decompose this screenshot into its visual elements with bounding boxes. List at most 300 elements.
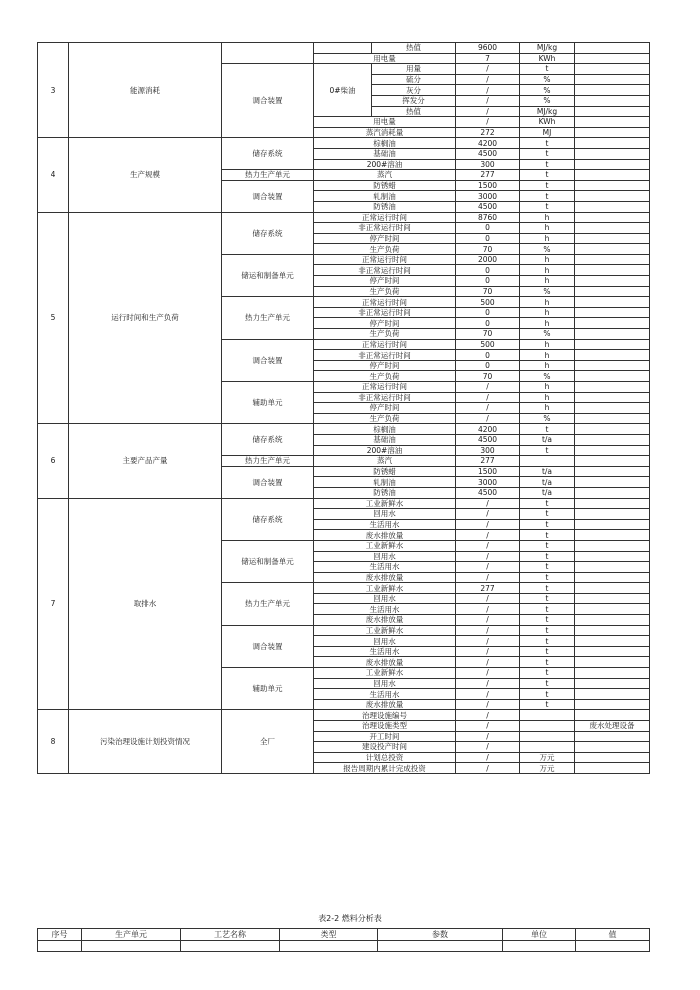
item-cell: 回用水 [314,593,456,604]
unit-of-measure-cell: h [520,212,575,223]
param-cell: 灰分 [372,85,456,96]
unit-cell: 储存系统 [222,138,314,170]
unit-cell: 储存系统 [222,212,314,254]
unit-cell: 调合装置 [222,466,314,498]
value-cell: 3000 [456,191,520,202]
unit-of-measure-cell: % [520,413,575,424]
unit-of-measure-cell: % [520,244,575,255]
note-cell [575,689,650,700]
item-cell: 蒸汽 [314,456,456,467]
value-cell: / [456,509,520,520]
value-cell: / [456,572,520,583]
value-cell: 500 [456,297,520,308]
value-cell: 1500 [456,180,520,191]
note-cell [575,604,650,615]
unit-of-measure-cell: t [520,64,575,75]
value-cell: / [456,699,520,710]
unit-of-measure-cell: t [520,572,575,583]
note-cell [575,95,650,106]
unit-of-measure-cell: t [520,180,575,191]
value-cell: / [456,85,520,96]
unit-cell: 储存系统 [222,424,314,456]
item-cell: 棕榈油 [314,138,456,149]
group-number: 8 [38,710,69,774]
unit-cell: 调合装置 [222,625,314,667]
value-cell: / [456,604,520,615]
value-cell: 70 [456,371,520,382]
note-cell [575,731,650,742]
unit-cell: 储运和制备单元 [222,254,314,296]
unit-cell: 辅助单元 [222,382,314,424]
unit-of-measure-cell: t [520,604,575,615]
item-cell: 非正常运行时间 [314,265,456,276]
note-cell [575,434,650,445]
item-cell: 200#溶油 [314,445,456,456]
note-cell [575,360,650,371]
unit-of-measure-cell: h [520,254,575,265]
value-cell: / [456,413,520,424]
value-cell: 8760 [456,212,520,223]
value-cell: 2000 [456,254,520,265]
note-cell [575,371,650,382]
note-cell [575,403,650,414]
unit-of-measure-cell: t [520,615,575,626]
item-cell: 正常运行时间 [314,382,456,393]
item-cell: 防锈蜡 [314,466,456,477]
note-cell [575,74,650,85]
table-row [38,710,650,721]
note-cell [575,615,650,626]
note-cell [575,138,650,149]
note-cell [575,519,650,530]
unit-of-measure-cell: t [520,636,575,647]
item-cell: 生活用水 [314,519,456,530]
note-cell [575,466,650,477]
note-cell [575,254,650,265]
item-cell: 废水排放量 [314,657,456,668]
item-cell: 轧制油 [314,477,456,488]
item-cell: 非正常运行时间 [314,350,456,361]
value-cell: 277 [456,583,520,594]
note-cell [575,350,650,361]
unit-of-measure-cell: t [520,191,575,202]
unit-of-measure-cell: t [520,509,575,520]
item-cell: 生产负荷 [314,286,456,297]
unit-cell: 热力生产单元 [222,297,314,339]
param-cell: 用量 [372,64,456,75]
note-cell [575,593,650,604]
item-cell: 防锈油 [314,487,456,498]
value-cell: 300 [456,445,520,456]
unit-of-measure-cell: t [520,678,575,689]
note-cell [575,636,650,647]
item-cell: 废水排放量 [314,699,456,710]
value-cell: / [456,625,520,636]
note-cell [575,148,650,159]
unit-of-measure-cell: % [520,85,575,96]
note-cell [575,477,650,488]
value-cell: 4500 [456,148,520,159]
unit-of-measure-cell [520,710,575,721]
note-cell [575,212,650,223]
unit-of-measure-cell: t [520,424,575,435]
table-row [38,138,650,149]
value-cell: / [456,551,520,562]
unit-cell: 调合装置 [222,180,314,212]
unit-of-measure-cell: h [520,382,575,393]
value-cell: 70 [456,286,520,297]
unit-of-measure-cell: t [520,593,575,604]
unit-of-measure-cell: t [520,583,575,594]
value-cell: 4500 [456,201,520,212]
item-cell: 防锈油 [314,201,456,212]
value-cell: 70 [456,329,520,340]
item-cell: 基础油 [314,148,456,159]
note-cell [575,339,650,350]
main-data-table [37,42,650,774]
column-header: 单位 [503,929,576,941]
item-cell [314,43,372,54]
item-cell: 废水排放量 [314,615,456,626]
item-cell: 用电量 [314,53,456,64]
group-number: 3 [38,43,69,138]
item-cell: 非正常运行时间 [314,307,456,318]
value-cell: 300 [456,159,520,170]
note-cell [575,392,650,403]
item-cell: 废水排放量 [314,572,456,583]
unit-of-measure-cell: t [520,498,575,509]
unit-of-measure-cell: t/a [520,466,575,477]
item-cell: 正常运行时间 [314,212,456,223]
column-header: 生产单元 [82,929,181,941]
note-cell [575,445,650,456]
unit-of-measure-cell: h [520,233,575,244]
value-cell: / [456,615,520,626]
item-cell: 0#柴油 [314,64,372,117]
note-cell [575,572,650,583]
unit-of-measure-cell: h [520,360,575,371]
unit-of-measure-cell: t/a [520,434,575,445]
item-cell: 生产负荷 [314,244,456,255]
note-cell [575,233,650,244]
value-cell: / [456,593,520,604]
unit-of-measure-cell: % [520,329,575,340]
note-cell [575,201,650,212]
item-cell: 生产负荷 [314,329,456,340]
note-cell [575,159,650,170]
item-cell: 用电量 [314,117,456,128]
item-cell: 基础油 [314,434,456,445]
unit-of-measure-cell: t [520,540,575,551]
value-cell: / [456,106,520,117]
item-cell: 治理设施编号 [314,710,456,721]
unit-of-measure-cell: h [520,297,575,308]
unit-of-measure-cell: t [520,689,575,700]
note-cell [575,106,650,117]
item-cell: 生产负荷 [314,413,456,424]
param-cell: 挥发分 [372,95,456,106]
unit-cell: 全厂 [222,710,314,774]
unit-of-measure-cell: t [520,625,575,636]
item-cell: 治理设施类型 [314,721,456,732]
item-cell: 开工时间 [314,731,456,742]
value-cell: / [456,95,520,106]
unit-of-measure-cell: KWh [520,117,575,128]
item-cell: 工业新鲜水 [314,583,456,594]
unit-of-measure-cell: h [520,392,575,403]
value-cell: / [456,636,520,647]
note-cell [575,170,650,181]
note-cell [575,657,650,668]
group-name: 运行时间和生产负荷 [69,212,222,424]
note-cell [575,413,650,424]
unit-cell [222,43,314,64]
unit-of-measure-cell: h [520,403,575,414]
value-cell: 7 [456,53,520,64]
table-row [38,43,650,54]
note-cell [575,583,650,594]
unit-of-measure-cell: % [520,286,575,297]
value-cell: 0 [456,233,520,244]
unit-of-measure-cell: t/a [520,477,575,488]
value-cell: 9600 [456,43,520,54]
value-cell: / [456,646,520,657]
fuel-analysis-table [37,928,650,952]
note-cell [575,276,650,287]
unit-of-measure-cell: % [520,74,575,85]
value-cell: 3000 [456,477,520,488]
note-cell [575,244,650,255]
note-cell [575,223,650,234]
unit-of-measure-cell: t [520,170,575,181]
unit-of-measure-cell: t [520,562,575,573]
item-cell: 计划总投资 [314,752,456,763]
unit-cell: 储运和制备单元 [222,540,314,582]
note-cell [575,699,650,710]
item-cell: 生活用水 [314,689,456,700]
unit-of-measure-cell: % [520,371,575,382]
unit-of-measure-cell: t [520,699,575,710]
unit-of-measure-cell: % [520,95,575,106]
unit-cell: 热力生产单元 [222,583,314,625]
unit-cell: 调合装置 [222,64,314,138]
unit-of-measure-cell: h [520,223,575,234]
value-cell: / [456,689,520,700]
value-cell: 1500 [456,466,520,477]
unit-of-measure-cell: KWh [520,53,575,64]
item-cell: 回用水 [314,551,456,562]
param-cell: 热值 [372,106,456,117]
unit-of-measure-cell: h [520,339,575,350]
value-cell: / [456,731,520,742]
note-cell [575,540,650,551]
note-cell [575,297,650,308]
item-cell: 停产时间 [314,403,456,414]
value-cell: 0 [456,318,520,329]
empty-cell [82,941,181,952]
note-cell [575,530,650,541]
table-row [38,424,650,435]
value-cell: / [456,763,520,774]
table-caption: 表2-2 燃料分析表 [318,914,382,923]
item-cell: 停产时间 [314,276,456,287]
unit-cell: 调合装置 [222,339,314,381]
unit-of-measure-cell: t [520,519,575,530]
unit-of-measure-cell [520,721,575,732]
item-cell: 停产时间 [314,360,456,371]
value-cell: 4500 [456,434,520,445]
unit-of-measure-cell: t [520,445,575,456]
item-cell: 工业新鲜水 [314,498,456,509]
note-cell: 废水处理设备 [575,721,650,732]
unit-of-measure-cell: t [520,148,575,159]
item-cell: 废水排放量 [314,530,456,541]
note-cell [575,678,650,689]
unit-of-measure-cell: t [520,668,575,679]
item-cell: 建设投产时间 [314,742,456,753]
empty-cell [576,941,650,952]
item-cell: 生活用水 [314,562,456,573]
note-cell [575,318,650,329]
unit-of-measure-cell [520,731,575,742]
value-cell: 272 [456,127,520,138]
unit-of-measure-cell: h [520,265,575,276]
item-cell: 工业新鲜水 [314,625,456,636]
value-cell: / [456,742,520,753]
group-name: 主要产品产量 [69,424,222,498]
group-name: 取排水 [69,498,222,710]
note-cell [575,498,650,509]
note-cell [575,625,650,636]
unit-of-measure-cell: MJ/kg [520,106,575,117]
value-cell: / [456,721,520,732]
unit-of-measure-cell: t/a [520,487,575,498]
note-cell [575,43,650,54]
unit-of-measure-cell: 万元 [520,752,575,763]
column-header: 值 [576,929,650,941]
item-cell: 蒸汽 [314,170,456,181]
table-row [38,498,650,509]
empty-cell [378,941,503,952]
unit-of-measure-cell: t [520,646,575,657]
unit-cell: 辅助单元 [222,668,314,710]
unit-of-measure-cell [520,456,575,467]
item-cell: 生产负荷 [314,371,456,382]
value-cell: / [456,74,520,85]
table-row [38,212,650,223]
unit-of-measure-cell: t [520,159,575,170]
value-cell: 0 [456,223,520,234]
group-number: 7 [38,498,69,710]
group-name: 污染治理设施计划投资情况 [69,710,222,774]
value-cell: / [456,498,520,509]
value-cell: 0 [456,265,520,276]
item-cell: 工业新鲜水 [314,540,456,551]
note-cell [575,456,650,467]
value-cell: 277 [456,456,520,467]
value-cell: 0 [456,276,520,287]
note-cell [575,265,650,276]
note-cell [575,382,650,393]
item-cell: 回用水 [314,509,456,520]
value-cell: / [456,540,520,551]
item-cell: 正常运行时间 [314,254,456,265]
item-cell: 生活用水 [314,604,456,615]
note-cell [575,64,650,75]
table-row [38,941,650,952]
value-cell: 0 [456,307,520,318]
column-header: 序号 [38,929,82,941]
note-cell [575,53,650,64]
note-cell [575,487,650,498]
value-cell: / [456,710,520,721]
group-name: 生产规模 [69,138,222,212]
value-cell: / [456,64,520,75]
unit-of-measure-cell: h [520,276,575,287]
note-cell [575,763,650,774]
empty-cell [503,941,576,952]
column-header: 参数 [378,929,503,941]
value-cell: / [456,752,520,763]
item-cell: 防锈蜡 [314,180,456,191]
value-cell: 0 [456,360,520,371]
item-cell: 棕榈油 [314,424,456,435]
unit-of-measure-cell: t [520,201,575,212]
param-cell: 热值 [372,43,456,54]
unit-of-measure-cell: h [520,307,575,318]
item-cell: 回用水 [314,678,456,689]
item-cell: 蒸汽消耗量 [314,127,456,138]
note-cell [575,117,650,128]
value-cell: / [456,678,520,689]
empty-cell [38,941,82,952]
unit-of-measure-cell: t [520,530,575,541]
note-cell [575,180,650,191]
unit-of-measure-cell: h [520,318,575,329]
value-cell: 4200 [456,424,520,435]
note-cell [575,286,650,297]
value-cell: / [456,530,520,541]
empty-cell [280,941,378,952]
group-name: 能源消耗 [69,43,222,138]
unit-of-measure-cell: t [520,138,575,149]
value-cell: / [456,403,520,414]
value-cell: 4500 [456,487,520,498]
item-cell: 正常运行时间 [314,339,456,350]
unit-of-measure-cell: h [520,350,575,361]
value-cell: 0 [456,350,520,361]
column-header: 类型 [280,929,378,941]
note-cell [575,307,650,318]
note-cell [575,191,650,202]
table-header-row [38,929,650,941]
unit-of-measure-cell: t [520,657,575,668]
unit-cell: 热力生产单元 [222,170,314,181]
note-cell [575,329,650,340]
column-header: 工艺名称 [181,929,280,941]
group-number: 5 [38,212,69,424]
item-cell: 停产时间 [314,318,456,329]
note-cell [575,752,650,763]
value-cell: / [456,382,520,393]
value-cell: / [456,392,520,403]
unit-of-measure-cell: MJ/kg [520,43,575,54]
note-cell [575,509,650,520]
note-cell [575,668,650,679]
value-cell: 4200 [456,138,520,149]
group-number: 4 [38,138,69,212]
value-cell: / [456,657,520,668]
